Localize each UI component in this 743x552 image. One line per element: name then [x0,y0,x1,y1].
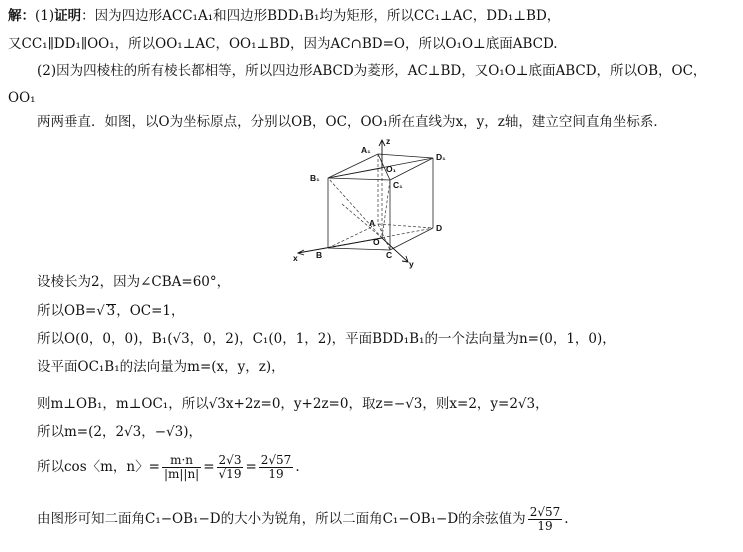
line-6-suffix: ，OC=1， [116,303,185,319]
label-x-axis: x [293,253,298,263]
label-b: B [316,250,323,260]
label-o1: O₁ [386,164,397,174]
fraction-2sqrt3-over-sqrt19: $\frac{2√3}{√19}$ [218,453,242,481]
line-4: 两两垂直．如图，以O为坐标原点，分别以OB，OC，OO₁所在直线为x，y，z轴，建立空间直角坐标系． [37,114,667,130]
line-11: 所以cos〈m，n〉= $\frac{m\cdot n}{|m||n|}$ = $\frac{2√3}{√19}$ = $\frac{2√57}{19}$ . [37,453,300,481]
line-10: 所以m=(2，2√3，−√3)， [37,424,203,440]
line-7: 所以O(0，0，0)，B₁(√3，0，2)，C₁(0，1，2)，平面BDD₁B₁的一个法向量为n=(0，1，0)， [37,331,616,347]
line-6-prefix: 所以OB= [37,303,97,319]
part1-marker: (1) [35,8,55,24]
line-9: 则m⊥OB₁，m⊥OC₁，所以√3x+2z=0，y+2z=0，取z=−√3，则x=2，y=2√3， [37,396,549,412]
part1-text: ：因为四边形ACC₁A₁和四边形BDD₁B₁均为矩形，所以CC₁⊥AC，DD₁⊥BD， [81,8,561,24]
label-c1: C₁ [393,180,403,190]
label-y-axis: y [409,259,414,269]
final-answer-fraction: $\frac{2√57}{19}$ [529,505,561,533]
part1-line [8,6,743,26]
line-5: 设棱长为2，因为∠CBA=60°， [37,274,231,290]
line-8: 设平面OC₁B₁的法向量为m=(x，y，z)， [37,359,285,375]
label-a: A [369,218,376,228]
label-b1: B₁ [310,173,320,183]
fraction-dot-product: $\frac{m\cdot n}{|m||n|}$ [163,453,200,481]
label-z-axis: z [386,136,391,146]
line-3-tail: OO₁ [8,90,36,106]
proof-word: 证明 [54,8,82,24]
line-3: (2)因为四棱柱的所有棱长都相等，所以四边形ABCD为菱形，AC⊥BD，又O₁O⊥底面ABCD，所以OB，OC， [37,63,707,79]
line-11-prefix: 所以cos〈m，n〉= [37,459,160,475]
sqrt-3: 3 [106,303,116,319]
fraction-2sqrt57-over-19: $\frac{2√57}{19}$ [260,453,292,481]
label-d1: D₁ [436,152,446,162]
line-6: 所以OB=√ 3，OC=1， [37,303,185,319]
line-2: 又CC₁∥DD₁∥OO₁，所以OO₁⊥AC，OO₁⊥BD，因为AC∩BD=O，所以O₁O⊥底面ABCD. [8,36,558,52]
prism-figure [290,134,450,270]
label-o: O [373,237,380,247]
line-12-prefix: 由图形可知二面角C₁−OB₁−D的大小为锐角，所以二面角C₁−OB₁−D的余弦值为 [37,511,526,527]
line-12: 由图形可知二面角C₁−OB₁−D的大小为锐角，所以二面角C₁−OB₁−D的余弦值为 $\frac{2√57}{19}$ . [37,505,569,533]
label-d: D [436,223,443,233]
solution-heading: 解： [8,8,35,24]
label-c: C [386,250,393,260]
label-a1: A₁ [361,145,371,155]
